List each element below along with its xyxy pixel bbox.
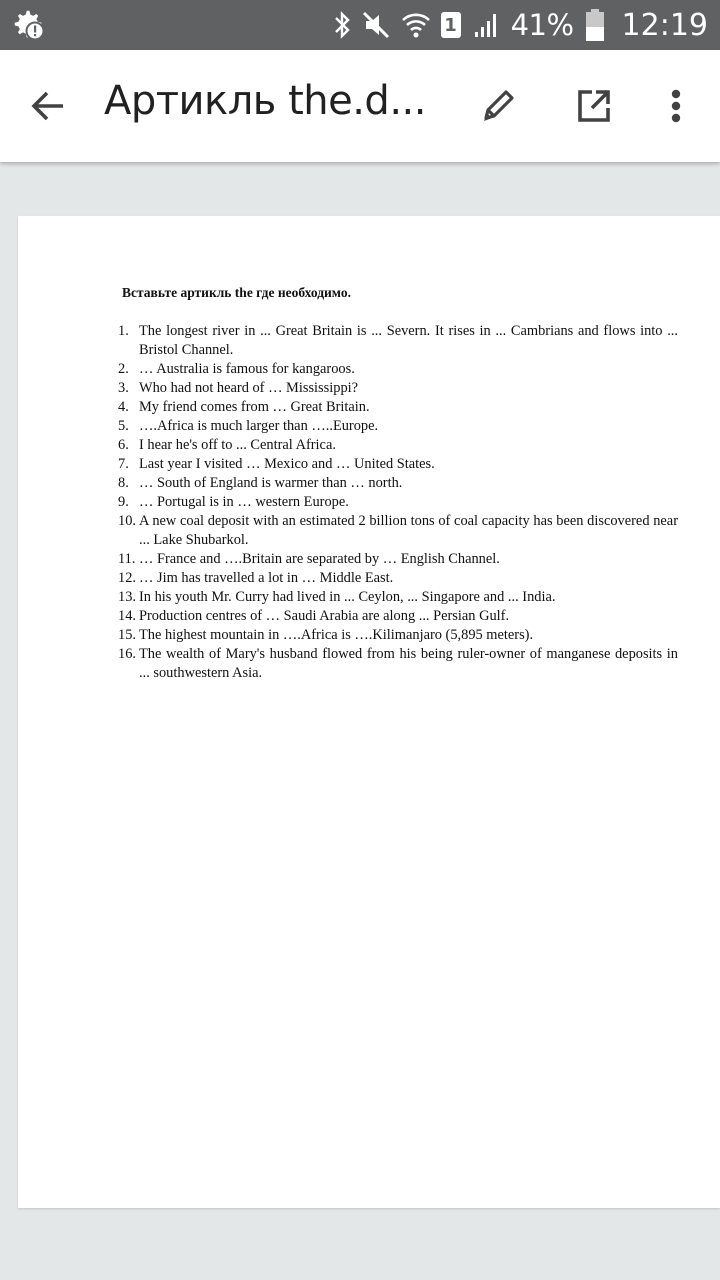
list-item xyxy=(118,474,678,493)
app-bar xyxy=(0,50,720,162)
item-number: 16. xyxy=(118,646,136,662)
settings-alert-icon xyxy=(14,9,46,41)
back-arrow-icon xyxy=(30,88,66,124)
open-external-icon xyxy=(574,86,614,126)
list-item xyxy=(118,588,678,607)
more-options-button[interactable] xyxy=(656,82,696,130)
mute-icon xyxy=(361,10,391,40)
item-text: … Portugal is in … western Europe. xyxy=(139,494,349,510)
list-item xyxy=(118,645,678,683)
list-item xyxy=(118,436,678,455)
item-text: … France and ….Britain are separated by … English Channel. xyxy=(139,551,500,567)
sim-icon: 1 xyxy=(441,12,461,38)
bluetooth-icon xyxy=(333,10,351,40)
item-text: I hear he's off to ... Central Africa. xyxy=(139,437,336,453)
item-number: 14. xyxy=(118,608,136,624)
document-heading: Вставьте артикль the где необходимо. xyxy=(122,285,351,300)
wifi-icon xyxy=(401,10,431,40)
item-text: The highest mountain in ….Africa is ….Kilimanjaro (5,895 meters). xyxy=(139,627,534,643)
item-text: The wealth of Mary's husband flowed from his being ruler-owner of manganese deposits in ... southwestern Asia. xyxy=(139,646,678,681)
item-number: 10. xyxy=(118,513,136,529)
document-page xyxy=(18,216,720,1208)
item-number: 12. xyxy=(118,570,136,586)
item-text: Last year I visited … Mexico and … United States. xyxy=(139,456,435,472)
clock: 12:19 xyxy=(621,7,708,43)
item-number: 3. xyxy=(118,380,129,396)
item-text: Who had not heard of … Mississippi? xyxy=(139,380,359,396)
item-number: 13. xyxy=(118,589,136,605)
battery-icon xyxy=(584,8,606,42)
list-item xyxy=(118,322,678,360)
list-item xyxy=(118,550,678,569)
more-vert-icon xyxy=(670,86,682,126)
item-text: … Jim has travelled a lot in … Middle East. xyxy=(139,570,394,586)
open-external-button[interactable] xyxy=(570,82,618,130)
back-button[interactable] xyxy=(26,84,70,128)
item-number: 15. xyxy=(118,627,136,643)
status-indicators xyxy=(333,0,708,50)
item-text: … South of England is warmer than … north. xyxy=(139,475,403,491)
document-title: Артикль the.d... xyxy=(104,78,426,124)
item-number: 8. xyxy=(118,475,129,491)
list-item xyxy=(118,569,678,588)
list-item xyxy=(118,607,678,626)
list-item xyxy=(118,379,678,398)
item-text: A new coal deposit with an estimated 2 billion tons of coal capacity has been discovered near ... Lake Shubarkol. xyxy=(139,513,678,548)
signal-icon xyxy=(471,10,501,40)
item-number: 4. xyxy=(118,399,129,415)
list-item xyxy=(118,455,678,474)
item-number: 6. xyxy=(118,437,129,453)
item-text: My friend comes from … Great Britain. xyxy=(139,399,370,415)
list-item xyxy=(118,398,678,417)
item-text: … Australia is famous for kangaroos. xyxy=(139,361,355,377)
exercise-list xyxy=(118,322,678,683)
edit-button[interactable] xyxy=(474,82,522,130)
item-number: 7. xyxy=(118,456,129,472)
list-item xyxy=(118,493,678,512)
item-text: Production centres of … Saudi Arabia are along ... Persian Gulf. xyxy=(139,608,510,624)
item-number: 2. xyxy=(118,361,129,377)
item-text: ….Africa is much larger than …..Europe. xyxy=(139,418,379,434)
item-number: 1. xyxy=(118,323,129,339)
item-number: 11. xyxy=(118,551,136,567)
status-bar xyxy=(0,0,720,50)
list-item xyxy=(118,417,678,436)
item-text: In his youth Mr. Curry had lived in ... Ceylon, ... Singapore and ... India. xyxy=(139,589,556,605)
item-number: 9. xyxy=(118,494,129,510)
item-text: The longest river in ... Great Britain is ... Severn. It rises in ... Cambrians and flows into ... Bristol Channel. xyxy=(139,323,678,358)
list-item xyxy=(118,512,678,550)
item-number: 5. xyxy=(118,418,129,434)
pencil-icon xyxy=(478,86,518,126)
list-item xyxy=(118,360,678,379)
list-item xyxy=(118,626,678,645)
battery-percent: 41% xyxy=(510,8,574,42)
